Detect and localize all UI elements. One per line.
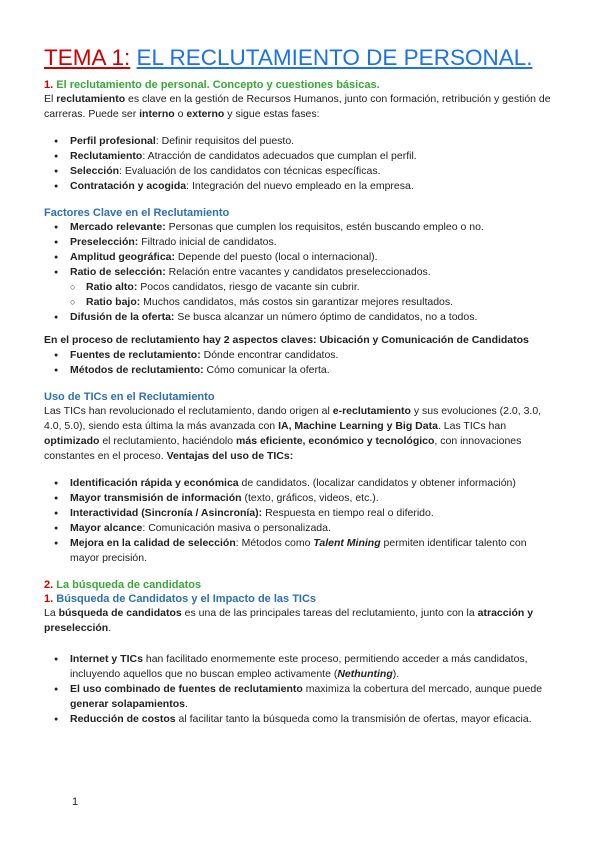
list-item: ● Mayor transmisión de información (texto, gráficos, videos, etc.).	[70, 491, 556, 506]
page-number: 1	[72, 796, 79, 808]
tics-paragraph: Las TICs han revolucionado el reclutamiento, dando origen al e-reclutamiento y sus evoluciones (2.0, 3.0, 4.0, 5.0), siendo esta última la más avanzada con IA, Machine Learning y Big Data. Las TICs han optimizado el reclutamiento, haciéndolo más eficiente, económico y tecnológico, con innovaciones constantes en el proceso. Ventajas del uso de TICs:	[44, 405, 542, 462]
page-title	[44, 0, 556, 72]
list-item: ● Mercado relevante: Personas que cumplen los requisitos, estén buscando empleo o no.	[70, 220, 556, 235]
list-item: ● Amplitud geográfica: Depende del puesto (local o internacional).	[70, 250, 556, 265]
section-1-heading: 1. El reclutamiento de personal. Concepto y cuestiones básicas.	[44, 79, 380, 91]
list-item: ● Mayor alcance: Comunicación masiva o personalizada.	[70, 521, 556, 536]
section-2-subheading: 1. Búsqueda de Candidatos y el Impacto de las TICs	[44, 593, 317, 605]
factores-list-end	[44, 310, 556, 325]
list-item: ● Internet y TICs han facilitado enormemente este proceso, permitiendo acceder a más candidatos, incluyendo aquellos que no buscan empleo activamente (Nethunting).	[70, 652, 556, 682]
list-item: ● Preselección: Filtrado inicial de candidatos.	[70, 235, 556, 250]
title-main: EL RECLUTAMIENTO DE PERSONAL.	[136, 45, 533, 70]
section-2-list	[44, 652, 556, 727]
list-item: ● Perfil profesional: Definir requisitos del puesto.	[70, 134, 556, 149]
list-item: ● Reclutamiento: Atracción de candidatos adecuados que cumplan el perfil.	[70, 149, 556, 164]
list-item: ● Difusión de la oferta: Se busca alcanzar un número óptimo de candidatos, no a todos.	[70, 310, 556, 325]
list-item: ● Contratación y acogida: Integración del nuevo empleado en la empresa.	[70, 179, 556, 194]
factores-list	[44, 220, 556, 280]
aspectos-heading: En el proceso de reclutamiento hay 2 aspectos claves: Ubicación y Comunicación de Candidatos	[44, 334, 529, 346]
list-item: ● Ratio de selección: Relación entre vacantes y candidatos preseleccionados.	[70, 265, 556, 280]
list-item: ● Mejora en la calidad de selección: Métodos como Talent Mining permiten identificar talento con mayor precisión.	[70, 536, 556, 566]
list-item: ● Reducción de costos al facilitar tanto la búsqueda como la transmisión de ofertas, mayor eficacia.	[70, 712, 556, 727]
factores-heading: Factores Clave en el Reclutamiento	[44, 207, 230, 219]
title-prefix: TEMA 1:	[44, 45, 131, 70]
list-item: ● Identificación rápida y económica de candidatos. (localizar candidatos y obtener información)	[70, 476, 556, 491]
section-1-intro: El reclutamiento es clave en la gestión de Recursos Humanos, junto con formación, retribución y gestión de carreras. Puede ser interno o externo y sigue estas fases:	[44, 93, 551, 120]
tics-list	[44, 476, 556, 566]
list-item: ● Selección: Evaluación de los candidatos con técnicas específicas.	[70, 164, 556, 179]
section-2-heading: 2. La búsqueda de candidatos	[44, 579, 202, 591]
ratio-sublist	[44, 280, 556, 310]
list-item: ● El uso combinado de fuentes de reclutamiento maximiza la cobertura del mercado, aunque puede generar solapamientos.	[70, 682, 556, 712]
list-item: ● Interactividad (Sincronía / Asincronía): Respuesta en tiempo real o diferido.	[70, 506, 556, 521]
list-item: ● Métodos de reclutamiento: Cómo comunicar la oferta.	[70, 363, 556, 378]
aspectos-list	[44, 348, 556, 378]
list-item: ○ Ratio alto: Pocos candidatos, riesgo de vacante sin cubrir.	[86, 280, 556, 295]
tics-heading: Uso de TICs en el Reclutamiento	[44, 391, 215, 403]
section-2-paragraph: La búsqueda de candidatos es una de las principales tareas del reclutamiento, junto con la atracción y preselección.	[44, 607, 534, 634]
list-item: ● Fuentes de reclutamiento: Dónde encontrar candidatos.	[70, 348, 556, 363]
phases-list	[44, 134, 556, 194]
list-item: ○ Ratio bajo: Muchos candidatos, más costos sin garantizar mejores resultados.	[86, 295, 556, 310]
